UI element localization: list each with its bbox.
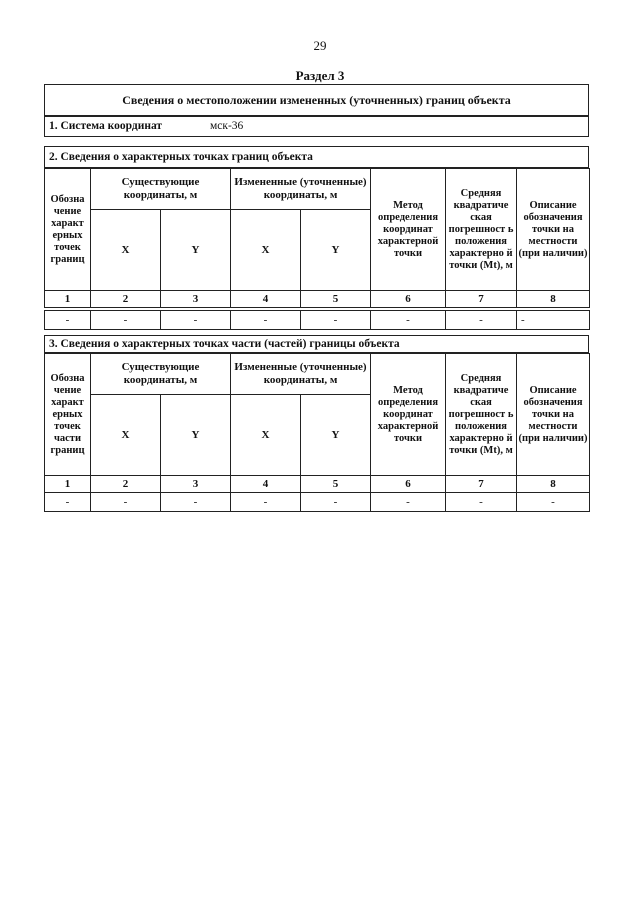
header-changed: Измененные (уточненные) координаты, м xyxy=(231,169,371,210)
header-designation: Обозна чение характ ерных точек части границ xyxy=(45,354,91,476)
table-cell: - xyxy=(371,311,446,330)
table-cell: - xyxy=(161,493,231,512)
table-cell: - xyxy=(91,311,161,330)
header-description: Описание обозначения точки на местности (при наличии) xyxy=(517,354,590,476)
col-number: 6 xyxy=(371,291,446,308)
col-number: 7 xyxy=(446,291,517,308)
header-existing: Существующие координаты, м xyxy=(91,169,231,210)
col-number: 7 xyxy=(446,476,517,493)
table-cell: - xyxy=(446,493,517,512)
table-row xyxy=(45,311,590,330)
header-method: Метод определения координат характерной точки xyxy=(371,169,446,291)
col-number: 6 xyxy=(371,476,446,493)
table-cell: - xyxy=(301,493,371,512)
header-y-existing: Y xyxy=(161,395,231,476)
header-existing: Существующие координаты, м xyxy=(91,354,231,395)
header-x-existing: X xyxy=(91,395,161,476)
table-cell: - xyxy=(161,311,231,330)
col-number: 3 xyxy=(161,476,231,493)
table-row xyxy=(45,493,590,512)
section-title: Раздел 3 xyxy=(295,68,345,83)
table-cell: - xyxy=(517,493,590,512)
col-number: 5 xyxy=(301,476,371,493)
col-number: 1 xyxy=(45,291,91,308)
part2-heading: 2. Сведения о характерных точках границ объекта xyxy=(44,146,589,168)
table-cell: - xyxy=(446,311,517,330)
header-x-changed: X xyxy=(231,395,301,476)
col-number: 4 xyxy=(231,476,301,493)
header-error: Средняя квадратиче ская погрешност ь положения характерно й точки (Mt), м xyxy=(446,354,517,476)
table-cell: - xyxy=(231,311,301,330)
main-heading: Сведения о местоположении измененных (уточненных) границ объекта xyxy=(44,84,589,116)
col-number: 2 xyxy=(91,291,161,308)
header-x-existing: X xyxy=(91,210,161,291)
col-number: 8 xyxy=(517,291,590,308)
part2-table xyxy=(44,168,590,308)
header-error: Средняя квадратиче ская погрешност ь положения характерно й точки (Mt), м xyxy=(446,169,517,291)
header-y-existing: Y xyxy=(161,210,231,291)
table-cell: - xyxy=(371,493,446,512)
header-changed: Измененные (уточненные) координаты, м xyxy=(231,354,371,395)
coordinate-system-value: мск-36 xyxy=(210,120,244,132)
part2-data-table xyxy=(44,310,590,330)
header-y-changed: Y xyxy=(301,395,371,476)
table-cell: - xyxy=(45,311,91,330)
header-designation: Обозна чение характ ерных точек границ xyxy=(45,169,91,291)
coordinate-system-label: 1. Система координат xyxy=(49,120,163,132)
header-y-changed: Y xyxy=(301,210,371,291)
col-number: 3 xyxy=(161,291,231,308)
header-method: Метод определения координат характерной точки xyxy=(371,354,446,476)
col-number: 8 xyxy=(517,476,590,493)
table-cell: - xyxy=(301,311,371,330)
col-number: 1 xyxy=(45,476,91,493)
table-cell: - xyxy=(231,493,301,512)
part3-table xyxy=(44,353,590,512)
header-description: Описание обозначения точки на местности (при наличии) xyxy=(517,169,590,291)
table-cell: - xyxy=(45,493,91,512)
section-frame xyxy=(44,84,589,509)
table-cell: - xyxy=(517,311,590,330)
col-number: 4 xyxy=(231,291,301,308)
col-number: 2 xyxy=(91,476,161,493)
table-cell: - xyxy=(91,493,161,512)
page-number: 29 xyxy=(313,38,327,53)
coordinate-system-row xyxy=(44,116,589,137)
header-x-changed: X xyxy=(231,210,301,291)
part3-heading: 3. Сведения о характерных точках части (частей) границы объекта xyxy=(44,335,589,353)
col-number: 5 xyxy=(301,291,371,308)
